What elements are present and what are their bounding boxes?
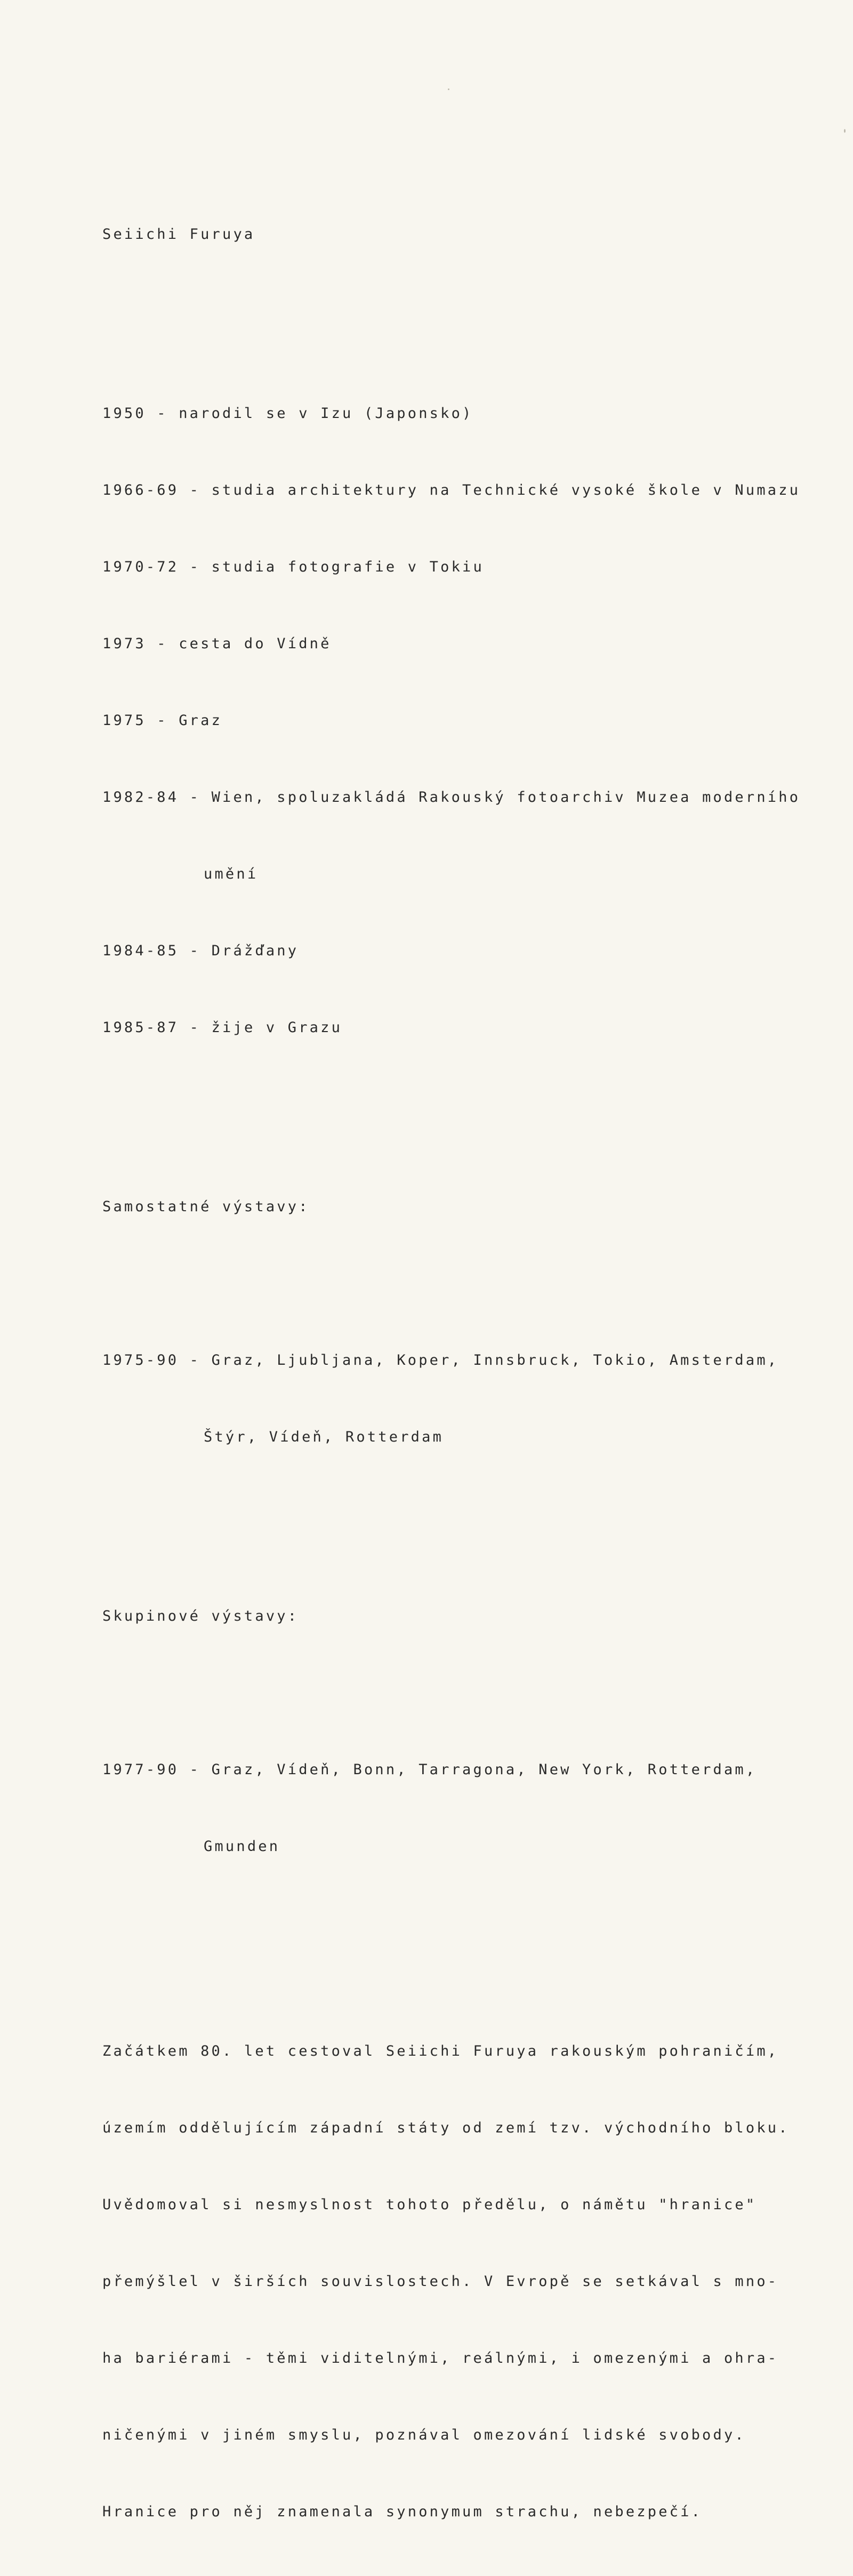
bio-entry: 1970-72 - studia fotografie v Tokiu xyxy=(102,559,484,575)
bio-years: 1985-87 xyxy=(102,1019,179,1036)
bio-text: narodil se v Izu (Japonsko) xyxy=(179,405,473,422)
bio-years: 1950 xyxy=(102,405,146,422)
group-places-continuation: Gmunden xyxy=(204,1838,280,1855)
bio-entry: 1966-69 - studia architektury na Technické vysoké škole v Numazu xyxy=(102,482,801,498)
solo-exhibitions-heading: Samostatné výstavy: xyxy=(102,1198,310,1215)
group-exhibitions-entry: 1977-90 - Graz, Vídeň, Bonn, Tarragona, New York, Rotterdam, xyxy=(102,1761,757,1778)
bio-text: Wien, spoluzakládá Rakouský fotoarchiv Muzea moderního xyxy=(211,789,801,806)
solo-exhibitions-entry: 1975-90 - Graz, Ljubljana, Koper, Innsbruck, Tokio, Amsterdam, xyxy=(102,1352,779,1368)
group-years: 1977-90 xyxy=(102,1761,179,1778)
spacer xyxy=(102,1271,769,1297)
paper-speck xyxy=(448,88,449,90)
bio-entry: 1985-87 - žije v Grazu xyxy=(102,1019,343,1036)
paragraph-line: územím oddělujícím západní státy od zemí tzv. východního bloku. xyxy=(102,2120,790,2136)
paragraph-line: ničenými v jiném smyslu, poznával omezování lidské svobody. xyxy=(102,2427,746,2443)
group-exhibitions-heading: Skupinové výstavy: xyxy=(102,1608,299,1624)
bio-entry: 1975 - Graz xyxy=(102,712,223,729)
bio-years: 1966-69 xyxy=(102,482,179,498)
bio-text: Drážďany xyxy=(211,943,299,959)
bio-years: 1982-84 xyxy=(102,789,179,806)
paragraph-line: Hranice pro něj znamenala synonymum strachu, nebezpečí. xyxy=(102,2503,703,2520)
spacer xyxy=(102,299,769,324)
paragraph-line: Začátkem 80. let cestoval Seiichi Furuya rakouským pohraničím, xyxy=(102,2043,779,2059)
bio-text: studia architektury na Technické vysoké škole v Numazu xyxy=(211,482,801,498)
paragraph-line: Uvědomoval si nesmyslnost tohoto předělu, o námětu "hranice" xyxy=(102,2196,757,2213)
paragraph-line: přemýšlel v širších souvislostech. V Evropě se setkával s mno- xyxy=(102,2273,779,2290)
bio-years: 1973 xyxy=(102,635,146,652)
bio-entry: 1950 - narodil se v Izu (Japonsko) xyxy=(102,405,473,422)
bio-entry: 1982-84 - Wien, spoluzakládá Rakouský fotoarchiv Muzea moderního xyxy=(102,789,801,806)
bio-entry: 1973 - cesta do Vídně xyxy=(102,635,332,652)
paragraph-line: ha bariérami - těmi viditelnými, reálnými, i omezenými a ohra- xyxy=(102,2350,779,2366)
bio-years: 1984-85 xyxy=(102,943,179,959)
solo-places: Graz, Ljubljana, Koper, Innsbruck, Tokio, Amsterdam, xyxy=(211,1352,779,1368)
spacer xyxy=(102,1117,769,1143)
spacer xyxy=(102,1936,769,1987)
bio-years: 1975 xyxy=(102,712,146,729)
bio-text: studia fotografie v Tokiu xyxy=(211,559,484,575)
bio-years: 1970-72 xyxy=(102,559,179,575)
typed-text-block xyxy=(102,171,801,2576)
spacer xyxy=(102,1527,769,1552)
bio-continuation: umění xyxy=(204,866,259,882)
bio-entry: 1984-85 - Drážďany xyxy=(102,943,299,959)
bio-text: Graz xyxy=(179,712,223,729)
bio-text: žije v Grazu xyxy=(211,1019,343,1036)
artist-name: Seiichi Furuya xyxy=(102,226,255,243)
solo-places-continuation: Štýr, Vídeň, Rotterdam xyxy=(204,1429,444,1445)
spacer xyxy=(102,1680,769,1706)
bio-text: cesta do Vídně xyxy=(179,635,332,652)
paper-speck xyxy=(844,129,846,133)
group-places: Graz, Vídeň, Bonn, Tarragona, New York, Rotterdam, xyxy=(211,1761,757,1778)
solo-years: 1975-90 xyxy=(102,1352,179,1368)
